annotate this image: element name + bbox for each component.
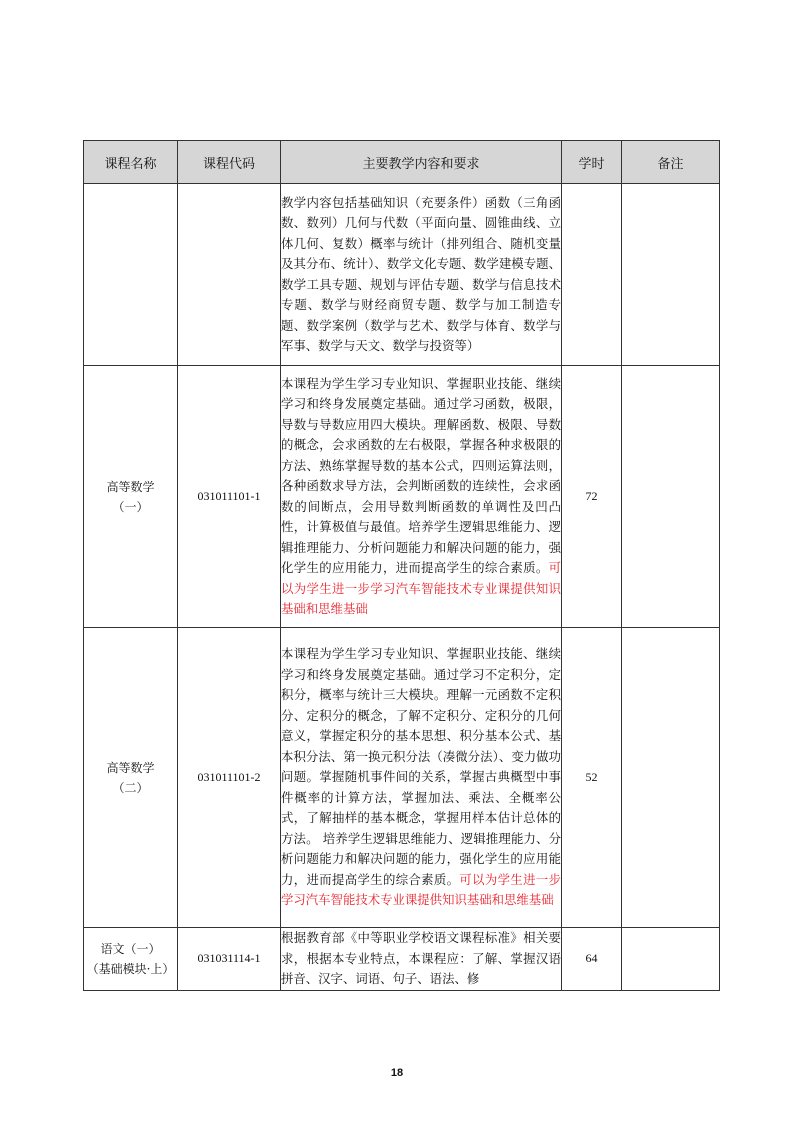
content-cell xyxy=(281,928,562,991)
course-name-cell xyxy=(84,184,178,366)
course-code: 031031114-1 xyxy=(178,928,281,991)
content-text: 根据教育部《中等职业学校语文课程标准》相关要求，根据本专业特点，本课程应：了解、掌握汉语拼音、汉字、词语、句子、语法、修 xyxy=(281,930,561,986)
content-cell xyxy=(281,628,562,928)
header-course-code: 课程代码 xyxy=(178,141,281,184)
course-name-cell xyxy=(84,628,178,928)
header-course-name: 课程名称 xyxy=(84,141,178,184)
table-row xyxy=(84,184,720,366)
course-table xyxy=(83,140,720,991)
content-text: 教学内容包括基础知识（充要条件）函数（三角函数、数列）几何与代数（平面向量、圆锥曲线、立体几何、复数）概率与统计（排列组合、随机变量及其分布、统计）、数学文化专题、数学建模专题、数学工具专题、规划与评估专题、数学与信息技术专题、数学与财经商贸专题、数学与加工制造专题、数学案例（数学与艺术、数学与体育、数学与军事、数学与天文、数学与投资等） xyxy=(281,194,561,353)
content-text: 本课程为学生学习专业知识、掌握职业技能、继续学习和终身发展奠定基础。通过学习不定积分，定积分，概率与统计三大模块。理解一元函数不定积分、定积分的概念，了解不定积分、定积分的几何意义，掌握定积分的基本思想、积分基本公式、基本积分法、第一换元积分法（凑微分法）、变力做功问题。掌握随机事件间的关系，掌握古典概型中事件概率的计算方法，掌握加法、乘法、全概率公式，了解抽样的基本概念，掌握用样本估计总体的方法。 培养学生逻辑思维能力、逻辑推理能力、分析问题能力和解决问题的能力，强化学生的应用能力，进而提高学生的综合素质。 xyxy=(281,646,561,887)
content-text: 本课程为学生学习专业知识、掌握职业技能、继续学习和终身发展奠定基础。通过学习函数，极限，导数与导数应用四大模块。理解函数、极限、导数的概念，会求函数的左右极限，掌握各种求极限的方法、熟练掌握导数的基本公式，四则运算法则，各种函数求导方法，会判断函数的连续性，会求函数的间断点，会用导数判断函数的单调性及凹凸性，计算极值与最值。培养学生逻辑思维能力、逻辑推理能力、分析问题能力和解决问题的能力，强化学生的应用能力，进而提高学生的综合素质。 xyxy=(281,375,561,575)
course-name-sub: （一） xyxy=(112,499,149,514)
header-content: 主要教学内容和要求 xyxy=(281,141,562,184)
content-highlight: 可以为学生进一步学习汽车智能技术专业课提供知识基础和思维基础 xyxy=(281,560,561,616)
remarks-cell xyxy=(622,366,720,628)
course-name: 高等数学 xyxy=(106,479,155,494)
page-number: 18 xyxy=(390,1067,404,1079)
course-code xyxy=(178,184,281,366)
course-name: 语文（一） xyxy=(100,941,161,956)
course-hours xyxy=(562,184,622,366)
course-name-sub: （基础模块·上） xyxy=(86,961,175,976)
content-highlight: 可以为学生进一步学习汽车智能技术专业课提供知识基础和思维基础 xyxy=(281,871,561,908)
table-header-row xyxy=(84,141,720,184)
table-row xyxy=(84,366,720,628)
course-hours: 72 xyxy=(562,366,622,628)
table-row xyxy=(84,628,720,928)
content-cell xyxy=(281,184,562,366)
remarks-cell xyxy=(622,184,720,366)
remarks-cell xyxy=(622,628,720,928)
table-row xyxy=(84,928,720,991)
course-name-sub: （二） xyxy=(112,780,149,795)
course-name-cell xyxy=(84,928,178,991)
course-name-cell xyxy=(84,366,178,628)
course-hours: 52 xyxy=(562,628,622,928)
course-hours: 64 xyxy=(562,928,622,991)
header-remarks: 备注 xyxy=(622,141,720,184)
course-code: 031011101-1 xyxy=(178,366,281,628)
header-hours: 学时 xyxy=(562,141,622,184)
remarks-cell xyxy=(622,928,720,991)
course-name: 高等数学 xyxy=(106,760,155,775)
course-code: 031011101-2 xyxy=(178,628,281,928)
content-cell xyxy=(281,366,562,628)
